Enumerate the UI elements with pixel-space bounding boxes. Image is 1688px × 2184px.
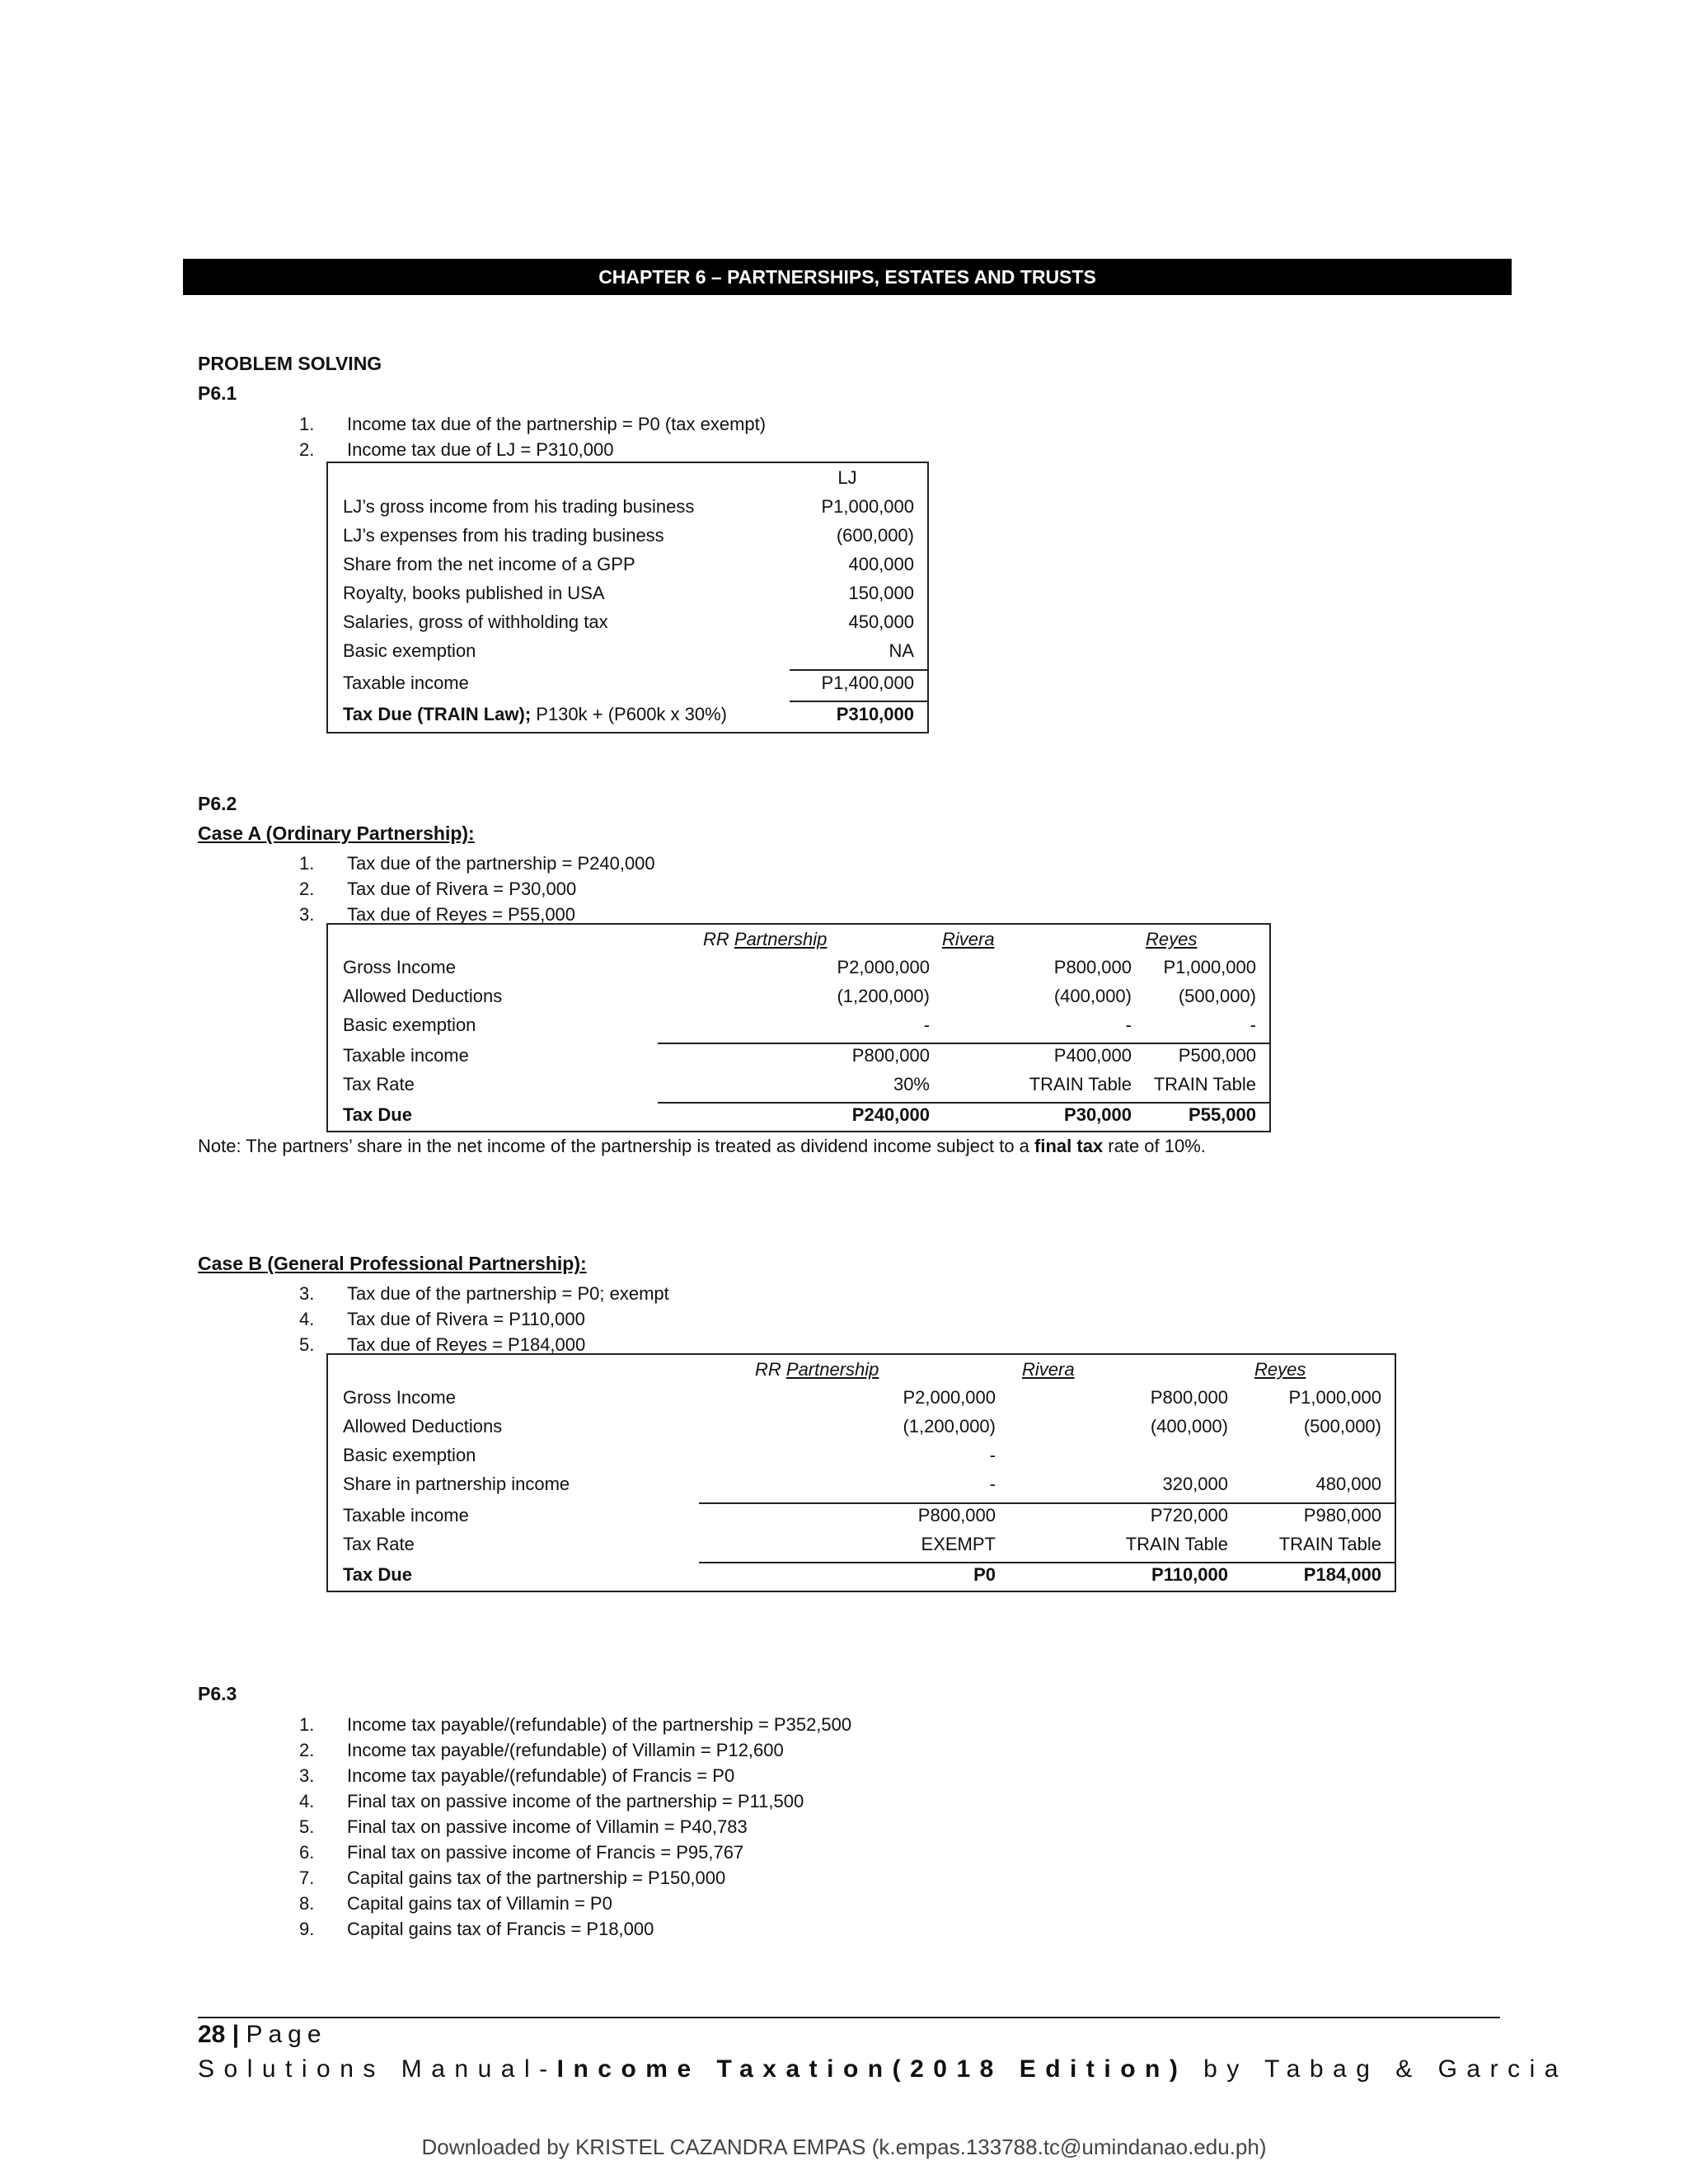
list-item-text: Final tax on passive income of Francis = P95,767 xyxy=(347,1842,744,1863)
rivera-value: P110,000 xyxy=(1151,1564,1228,1585)
manual-book-title: Income Taxation(2018 Edition) xyxy=(556,2055,1188,2083)
reyes-value: - xyxy=(1250,1015,1256,1035)
list-item-text: Tax due of Reyes = P184,000 xyxy=(347,1334,586,1355)
list-item-number: 1. xyxy=(299,853,315,874)
row-label: Gross Income xyxy=(343,1387,456,1408)
rr-prefix: RR xyxy=(755,1359,786,1380)
page-separator: | xyxy=(225,2021,246,2048)
row-label: Share from the net income of a GPP xyxy=(343,554,635,574)
reyes-value: P980,000 xyxy=(1303,1505,1381,1526)
list-item-text: Capital gains tax of Francis = P18,000 xyxy=(347,1919,654,1939)
rr-value: P240,000 xyxy=(851,1104,930,1125)
total-rule xyxy=(658,1102,1271,1104)
list-item-text: Income tax payable/(refundable) of the partnership = P352,500 xyxy=(347,1714,852,1735)
row-label: Tax Rate xyxy=(343,1534,415,1554)
footer-divider xyxy=(198,2017,1500,2018)
rivera-value: 320,000 xyxy=(1162,1474,1228,1494)
row-label: Tax Rate xyxy=(343,1074,415,1094)
subtotal-rule xyxy=(790,669,929,671)
list-item-number: 7. xyxy=(299,1868,315,1888)
note-text-end: rate of 10%. xyxy=(1103,1136,1206,1156)
row-value: (600,000) xyxy=(836,525,914,546)
rr-value: (1,200,000) xyxy=(903,1416,996,1436)
reyes-value: P500,000 xyxy=(1178,1045,1256,1066)
reyes-value: TRAIN Table xyxy=(1153,1074,1256,1094)
case-a-note xyxy=(198,1136,1206,1157)
rivera-value: P30,000 xyxy=(1064,1104,1132,1125)
list-item-text: Income tax payable/(refundable) of Villamin = P12,600 xyxy=(347,1740,784,1760)
rivera-value: P400,000 xyxy=(1053,1045,1132,1066)
list-item-number: 2. xyxy=(299,1740,315,1760)
row-label: Tax Due xyxy=(343,1104,412,1125)
rr-value: P0 xyxy=(973,1564,996,1585)
rivera-value: TRAIN Table xyxy=(1125,1534,1228,1554)
rr-prefix: RR xyxy=(703,929,734,949)
manual-title xyxy=(198,2055,1568,2083)
rr-value: (1,200,000) xyxy=(837,986,930,1006)
row-label: Gross Income xyxy=(343,957,456,977)
row-value: NA xyxy=(889,640,914,661)
list-item-number: 9. xyxy=(299,1919,315,1939)
rr-main: Partnership xyxy=(734,929,828,949)
note-bold: final tax xyxy=(1034,1136,1104,1156)
rivera-value: - xyxy=(1125,1015,1132,1035)
list-item-number: 3. xyxy=(299,1283,315,1304)
list-item-text: Income tax due of LJ = P310,000 xyxy=(347,439,614,460)
case-b-table xyxy=(326,1353,1396,1592)
row-label: Share in partnership income xyxy=(343,1474,570,1494)
tax-due-label xyxy=(343,704,727,725)
manual-authors: by Tabag & Garcia xyxy=(1187,2055,1568,2083)
list-item-text: Final tax on passive income of Villamin = P40,783 xyxy=(347,1816,748,1837)
list-item-number: 5. xyxy=(299,1334,315,1355)
row-label: Allowed Deductions xyxy=(343,1416,503,1436)
p63-label: P6.3 xyxy=(198,1683,237,1704)
row-label: Basic exemption xyxy=(343,1015,476,1035)
subtotal-rule xyxy=(658,1043,1271,1044)
row-value: 450,000 xyxy=(848,612,914,632)
rivera-value: (400,000) xyxy=(1150,1416,1228,1436)
list-item-text: Capital gains tax of the partnership = P150,000 xyxy=(347,1868,726,1888)
p61-label: P6.1 xyxy=(198,382,237,404)
row-label: Royalty, books published in USA xyxy=(343,583,605,603)
rr-value: P800,000 xyxy=(917,1505,996,1526)
list-item-text: Final tax on passive income of the partnership = P11,500 xyxy=(347,1791,804,1811)
column-header-reyes: Reyes xyxy=(1254,1359,1306,1380)
chapter-title-bar: CHAPTER 6 – PARTNERSHIPS, ESTATES AND TRUSTS xyxy=(183,259,1512,295)
rr-value: - xyxy=(989,1474,996,1494)
row-value: P1,400,000 xyxy=(821,673,914,693)
row-label: Taxable income xyxy=(343,673,469,693)
list-item-number: 6. xyxy=(299,1842,315,1863)
rr-value: - xyxy=(989,1445,996,1465)
list-item-text: Tax due of Rivera = P110,000 xyxy=(347,1309,585,1329)
rivera-value: P720,000 xyxy=(1150,1505,1228,1526)
case-a-table xyxy=(326,923,1271,1132)
row-value: 400,000 xyxy=(848,554,914,574)
list-item-text: Tax due of Reyes = P55,000 xyxy=(347,904,576,925)
row-label: LJ’s expenses from his trading business xyxy=(343,525,664,546)
list-item-number: 5. xyxy=(299,1816,315,1837)
row-label: Basic exemption xyxy=(343,640,476,661)
list-item-text: Tax due of the partnership = P240,000 xyxy=(347,853,655,874)
subtotal-rule xyxy=(699,1502,1396,1504)
rr-value: - xyxy=(923,1015,930,1035)
reyes-value: P55,000 xyxy=(1189,1104,1256,1125)
list-item-text: Income tax payable/(refundable) of Francis = P0 xyxy=(347,1765,735,1786)
row-label: Basic exemption xyxy=(343,1445,476,1465)
download-notice: Downloaded by KRISTEL CAZANDRA EMPAS (k.empas.133788.tc@umindanao.edu.ph) xyxy=(421,2135,1267,2159)
row-label: Taxable income xyxy=(343,1045,469,1066)
list-item-number: 2. xyxy=(299,879,315,899)
reyes-value: (500,000) xyxy=(1303,1416,1381,1436)
column-header-rr-partnership xyxy=(755,1359,879,1380)
rr-value: EXEMPT xyxy=(921,1534,996,1554)
reyes-value: P1,000,000 xyxy=(1288,1387,1381,1408)
section-title: PROBLEM SOLVING xyxy=(198,353,382,374)
list-item-text: Tax due of Rivera = P30,000 xyxy=(347,879,577,899)
rivera-value: (400,000) xyxy=(1053,986,1132,1006)
list-item-number: 2. xyxy=(299,439,315,460)
rr-value: P800,000 xyxy=(851,1045,930,1066)
rivera-value: P800,000 xyxy=(1053,957,1132,977)
tax-due-label-formula: P130k + (P600k x 30%) xyxy=(531,704,728,724)
row-label: Salaries, gross of withholding tax xyxy=(343,612,608,632)
list-item-number: 3. xyxy=(299,1765,315,1786)
column-header-rr-partnership xyxy=(703,929,827,950)
list-item-number: 1. xyxy=(299,1714,315,1735)
reyes-value: 480,000 xyxy=(1315,1474,1381,1494)
tax-due-label-bold: Tax Due (TRAIN Law); xyxy=(343,704,532,724)
row-value: P1,000,000 xyxy=(821,496,914,517)
column-header-rivera: Rivera xyxy=(1022,1359,1075,1380)
p61-table xyxy=(326,462,929,733)
rr-main: Partnership xyxy=(785,1359,879,1380)
list-item-number: 3. xyxy=(299,904,315,925)
reyes-value: TRAIN Table xyxy=(1278,1534,1381,1554)
list-item-number: 4. xyxy=(299,1309,315,1329)
list-item-text: Capital gains tax of Villamin = P0 xyxy=(347,1893,612,1914)
row-label: Allowed Deductions xyxy=(343,986,503,1006)
reyes-value: P184,000 xyxy=(1303,1564,1381,1585)
page-number-value: 28 xyxy=(198,2021,226,2048)
manual-prefix: Solutions Manual- xyxy=(198,2055,557,2083)
list-item-number: 4. xyxy=(299,1791,315,1811)
column-header-lj: LJ xyxy=(837,467,857,488)
p62-label: P6.2 xyxy=(198,793,237,814)
row-label: Taxable income xyxy=(343,1505,469,1526)
row-label: LJ’s gross income from his trading business xyxy=(343,496,695,517)
page-word: Page xyxy=(246,2021,327,2048)
total-rule xyxy=(790,701,929,702)
note-text: Note: The partners’ share in the net income of the partnership is treated as dividend income subject to a xyxy=(198,1136,1035,1156)
reyes-value: (500,000) xyxy=(1178,986,1256,1006)
row-label: Tax Due xyxy=(343,1564,412,1585)
row-value: 150,000 xyxy=(848,583,914,603)
column-header-reyes: Reyes xyxy=(1146,929,1198,949)
list-item-number: 8. xyxy=(299,1893,315,1914)
total-rule xyxy=(699,1562,1396,1563)
case-a-title: Case A (Ordinary Partnership): xyxy=(198,823,475,844)
case-b-title: Case B (General Professional Partnership): xyxy=(198,1253,587,1274)
column-header-rivera: Rivera xyxy=(942,929,995,949)
list-item-text: Income tax due of the partnership = P0 (tax exempt) xyxy=(347,414,767,434)
rr-value: P2,000,000 xyxy=(837,957,930,977)
rr-value: P2,000,000 xyxy=(903,1387,996,1408)
tax-due-value: P310,000 xyxy=(836,704,914,724)
page-number xyxy=(198,2021,327,2049)
rr-value: 30% xyxy=(893,1074,930,1094)
list-item-text: Tax due of the partnership = P0; exempt xyxy=(347,1283,669,1304)
reyes-value: P1,000,000 xyxy=(1163,957,1256,977)
rivera-value: P800,000 xyxy=(1150,1387,1228,1408)
list-item-number: 1. xyxy=(299,414,315,434)
rivera-value: TRAIN Table xyxy=(1029,1074,1132,1094)
